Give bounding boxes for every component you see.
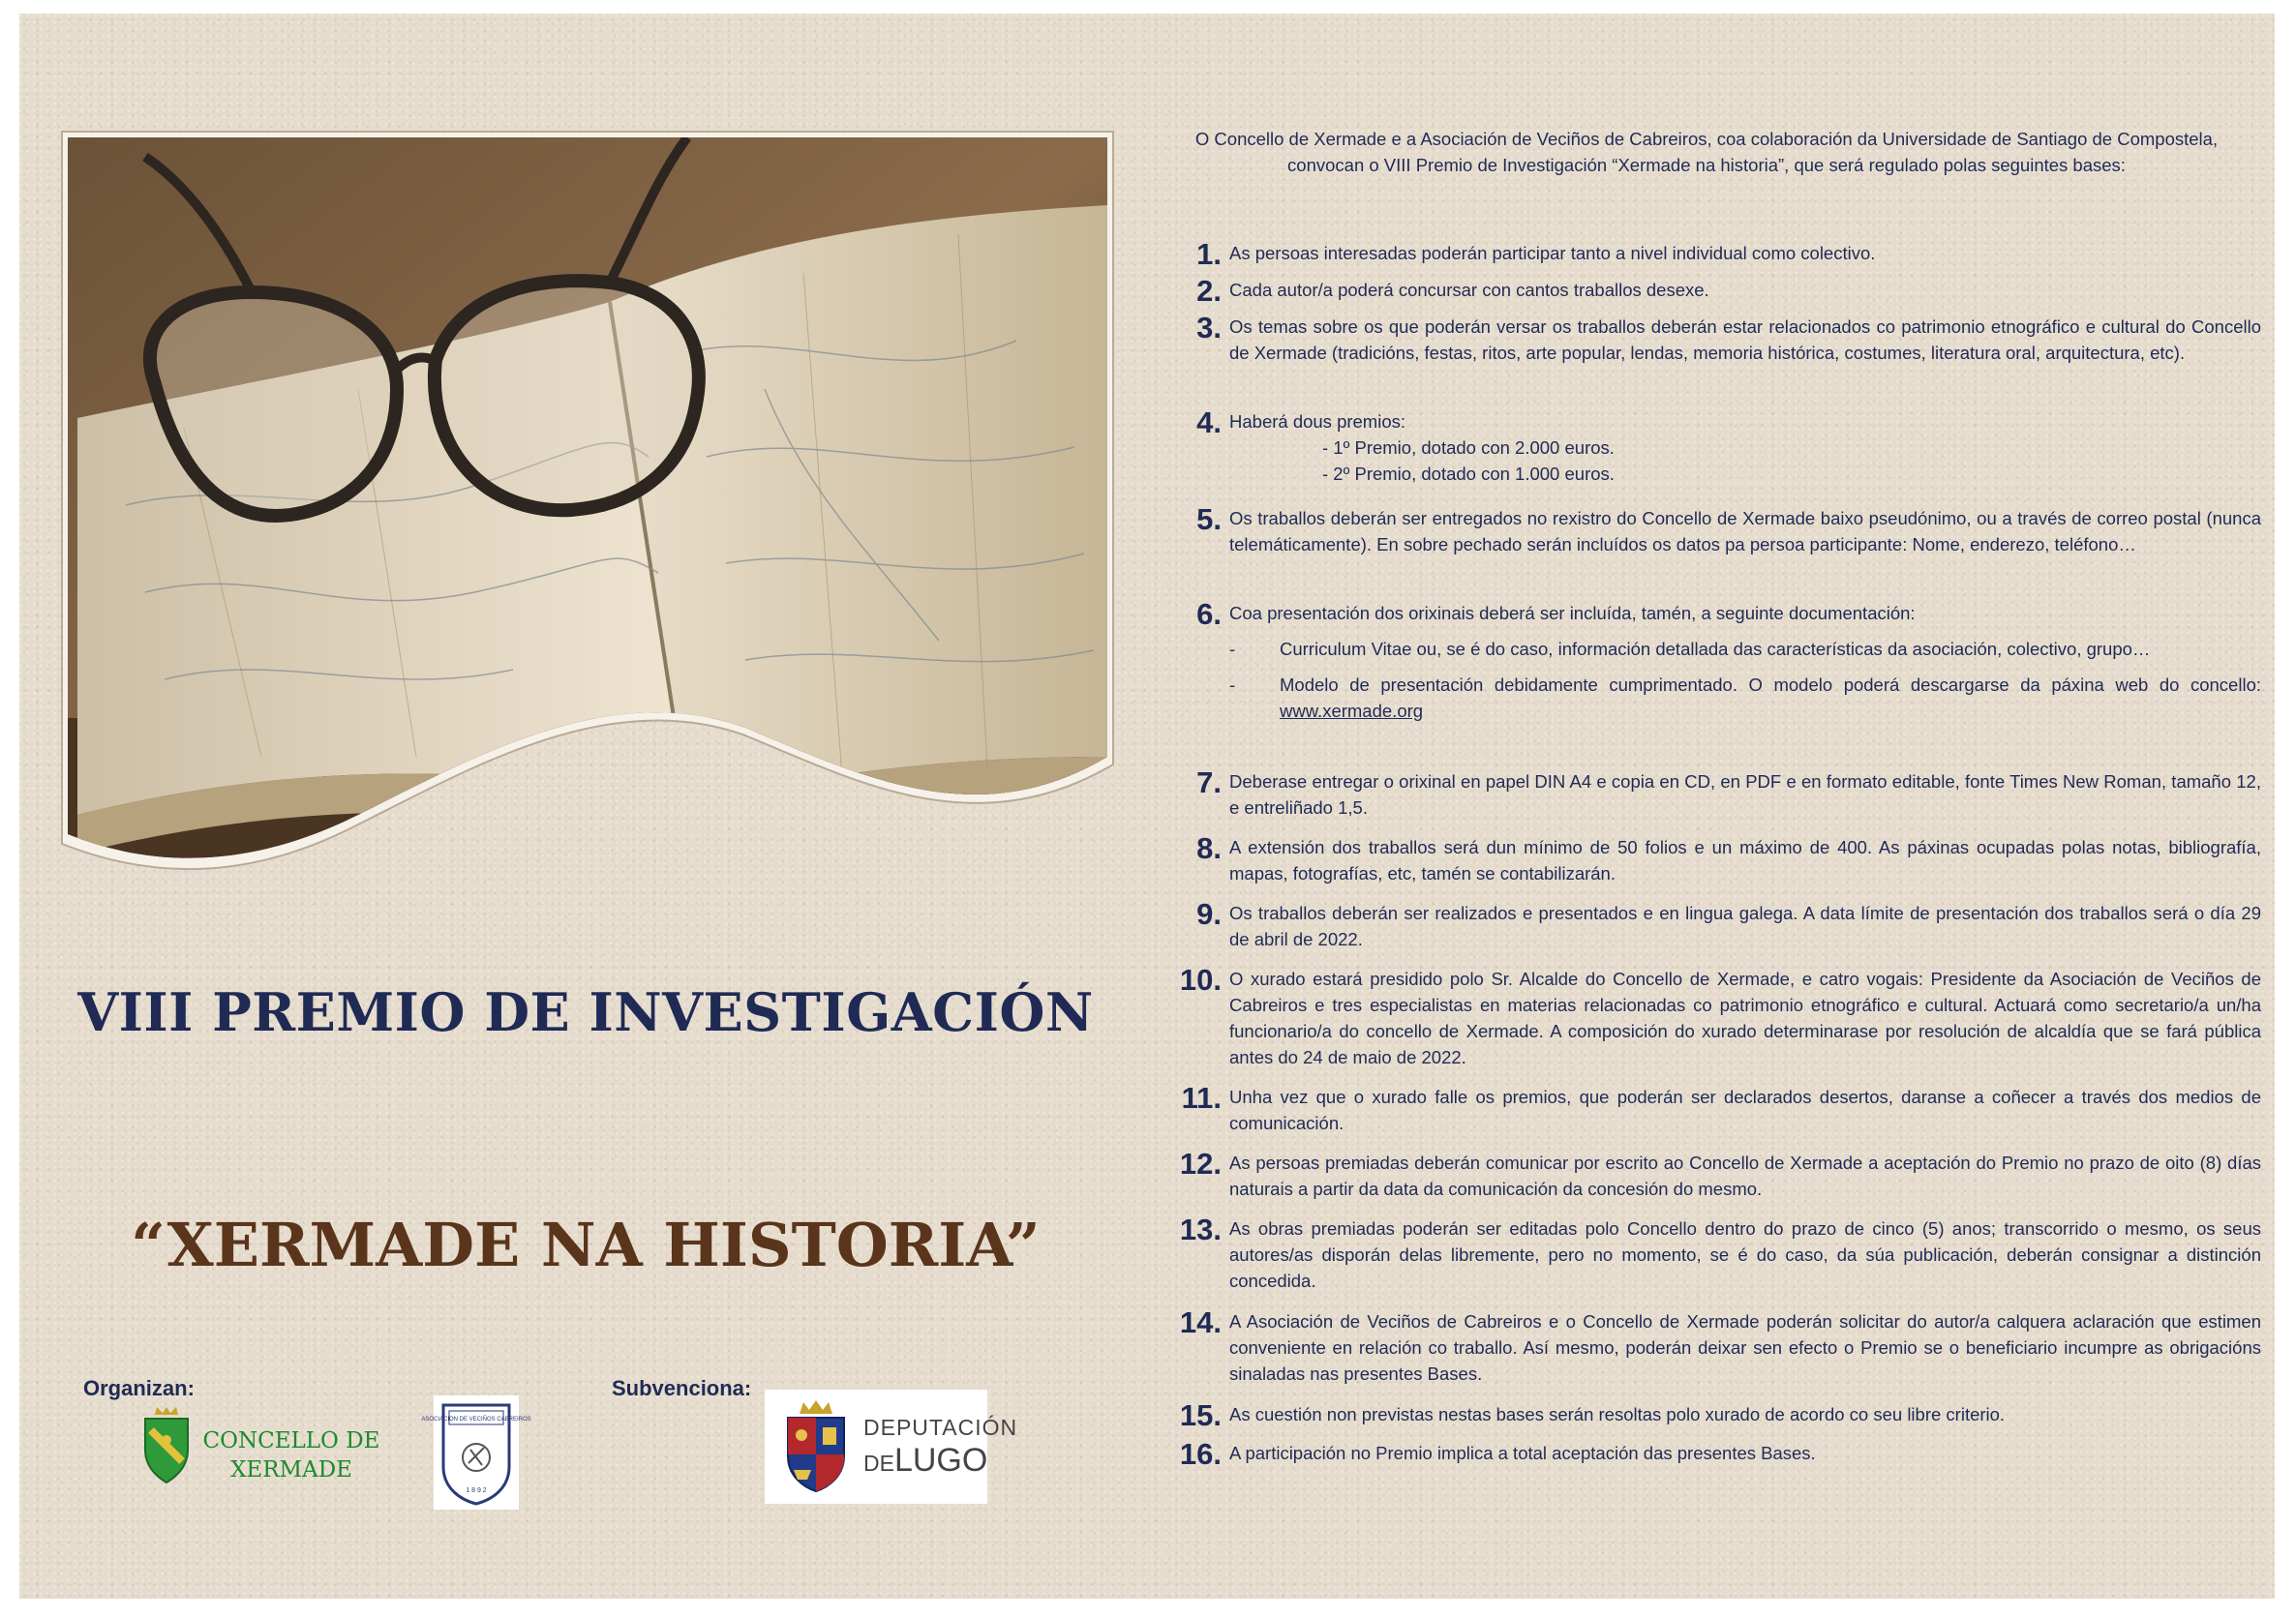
rule-number: 14. xyxy=(1179,1305,1222,1339)
rule-number: 10. xyxy=(1179,963,1222,997)
document-item xyxy=(1229,672,2261,724)
rule-text: Os traballos deberán ser realizados e presentados e en lingua galega. A data límite de presentación dos traballos será o día 29 de abril de 2022. xyxy=(1229,903,2261,949)
rule-number: 11. xyxy=(1181,1081,1222,1115)
rule-text: A extensión dos traballos será dun mínimo de 50 folios e un máximo de 400. As páxinas ocupadas polas notas, bibliografía, mapas, fotografías, etc, tamén se contabilizarán. xyxy=(1229,837,2261,884)
rule-text: As cuestión non previstas nestas bases serán resoltas polo xurado de acordo co seu libre criterio. xyxy=(1229,1404,2006,1424)
prize-title: VIII PREMIO DE INVESTIGACIÓN xyxy=(77,981,1094,1043)
prize-first: - 1º Premio, dotado con 2.000 euros. xyxy=(1322,437,1615,458)
deputacion-lugo: LUGO xyxy=(893,1441,988,1479)
rule-number: 3. xyxy=(1196,311,1222,345)
rule-text-block xyxy=(1229,408,2261,487)
cabreiros-association-logo xyxy=(421,1395,531,1510)
rule-number: 8. xyxy=(1196,831,1222,865)
rule-text: Haberá dous premios: xyxy=(1229,411,1406,432)
intro-paragraph: O Concello de Xermade e a Asociación de Veciños de Cabreiros, coa colaboración da Universidade de Santiago de Compostela, convocan o VIII Premio de Investigación “Xermade na historia”, que será regulado polas seguintes bases: xyxy=(1194,129,2219,175)
rule-number: 5. xyxy=(1196,502,1222,536)
rule-text: A participación no Premio implica a total aceptación das presentes Bases. xyxy=(1229,1443,1816,1463)
deputacion-lugo-logo xyxy=(765,1390,1018,1504)
cabreiros-emblem-icon xyxy=(421,1399,531,1506)
document-item xyxy=(1229,636,2261,662)
rule-number: 15. xyxy=(1179,1398,1222,1432)
dash-bullet: - xyxy=(1229,639,1236,659)
xermade-shield-icon xyxy=(141,1407,192,1484)
rule-text: O xurado estará presidido polo Sr. Alcalde do Concello de Xermade, e catro vogais: Presidente da Asociación de Veciños de Cabreiros e tres especialistas en materias relacionadas co patrimonio etnográfico e cultural. Actuará como secretario/a un/ha funcionario/a do concello de Xermade. A composición do xurado determinarase por resolución de alcaldía que se fará pública antes do 24 de maio de 2022. xyxy=(1229,969,2261,1067)
book-glasses-photo xyxy=(68,137,1107,931)
rule-number: 12. xyxy=(1179,1147,1222,1181)
rule-text: Deberase entregar o orixinal en papel DIN A4 e copia en CD, en PDF e en formato editable, fonte Times New Roman, tamaño 12, e entreliñado 1,5. xyxy=(1229,771,2261,818)
document-text: Curriculum Vitae ou, se é do caso, información detallada das características da asociación, colectivo, grupo… xyxy=(1280,639,2151,659)
prize-subtitle: “XERMADE NA HISTORIA” xyxy=(131,1210,1041,1280)
dash-bullet: - xyxy=(1229,674,1236,695)
concello-xermade-logo xyxy=(141,1407,393,1484)
rule-text: As obras premiadas poderán ser editadas polo Concello dentro do prazo de cinco (5) anos; transcorrido o mesmo, os seus autores/as disporán delas libremente, pero no momento, se é do caso, da súa publicación, deberán consignar a distinción concedida. xyxy=(1229,1218,2261,1291)
rule-text: Cada autor/a poderá concursar con cantos traballos desexe. xyxy=(1229,280,1709,300)
concello-line-2: XERMADE xyxy=(230,1457,352,1483)
prize-second: - 2º Premio, dotado con 1.000 euros. xyxy=(1322,464,1615,484)
rule-number: 2. xyxy=(1196,274,1222,308)
cabreiros-emblem-text: ASOCIACION DE VECIÑOS CABREIROS xyxy=(421,1417,531,1423)
photo-illustration xyxy=(68,137,1107,931)
rule-text: Os temas sobre os que poderán versar os traballos deberán estar relacionados co patrimonio etnográfico e cultural do Concello de Xermade (tradicións, festas, ritos, arte popular, lendas, memoria histórica, costumes, literatura oral, arquitectura, etc). xyxy=(1229,316,2261,363)
deputacion-de: DE xyxy=(863,1450,894,1476)
organizan-label: Organizan: xyxy=(83,1376,195,1400)
rule-number: 6. xyxy=(1196,597,1222,631)
deputacion-line-2 xyxy=(863,1441,1017,1483)
deputacion-line-1: DEPUTACIÓN xyxy=(863,1414,1018,1440)
cabreiros-emblem-year: 1 8 9 2 xyxy=(466,1487,487,1494)
subvenciona-label: Subvenciona: xyxy=(612,1376,752,1400)
poster xyxy=(19,14,2275,1599)
document-text: Modelo de presentación debidamente cumprimentado. O modelo poderá descargarse da páxina web do concello: xyxy=(1280,674,2261,695)
rule-text: As persoas premiadas deberán comunicar por escrito ao Concello de Xermade a aceptación do Premio no prazo de oito (8) días naturais a partir da data da comunicación da concesión do mesmo. xyxy=(1229,1153,2261,1199)
rule-text: Os traballos deberán ser entregados no rexistro do Concello de Xermade baixo pseudónimo, ou a través de correo postal (nunca telemáticamente). En sobre pechado serán incluídos os datos pa persoa participante: Nome, enderezo, teléfono… xyxy=(1229,508,2261,554)
xermade-website-link[interactable]: www.xermade.org xyxy=(1280,701,1424,721)
rule-text-block xyxy=(1229,600,2261,724)
rule-number: 9. xyxy=(1196,897,1222,931)
rule-number: 7. xyxy=(1196,765,1222,799)
rule-text: Coa presentación dos orixinais deberá ser incluída, tamén, a seguinte documentación: xyxy=(1229,603,1916,623)
rule-number: 13. xyxy=(1179,1213,1222,1246)
rule-number: 4. xyxy=(1196,405,1222,439)
concello-line-1: CONCELLO DE xyxy=(202,1428,380,1453)
lugo-crest-icon xyxy=(782,1400,850,1493)
rule-number: 16. xyxy=(1179,1437,1222,1471)
rule-text: Unha vez que o xurado falle os premios, que poderán ser declarados desertos, daranse a coñecer a través dos medios de comunicación. xyxy=(1229,1087,2261,1133)
rule-text: As persoas interesadas poderán participar tanto a nivel individual como colectivo. xyxy=(1229,243,1876,263)
rule-number: 1. xyxy=(1196,237,1222,271)
rule-text: A Asociación de Veciños de Cabreiros e o Concello de Xermade poderán solicitar do autor/a calquera aclaración que estimen conveniente en relación co traballo. Así mesmo, poderán deixar sen efecto o Premio se o beneficiario incumpre as obrigacións sinaladas nas presentes Bases. xyxy=(1229,1311,2261,1384)
